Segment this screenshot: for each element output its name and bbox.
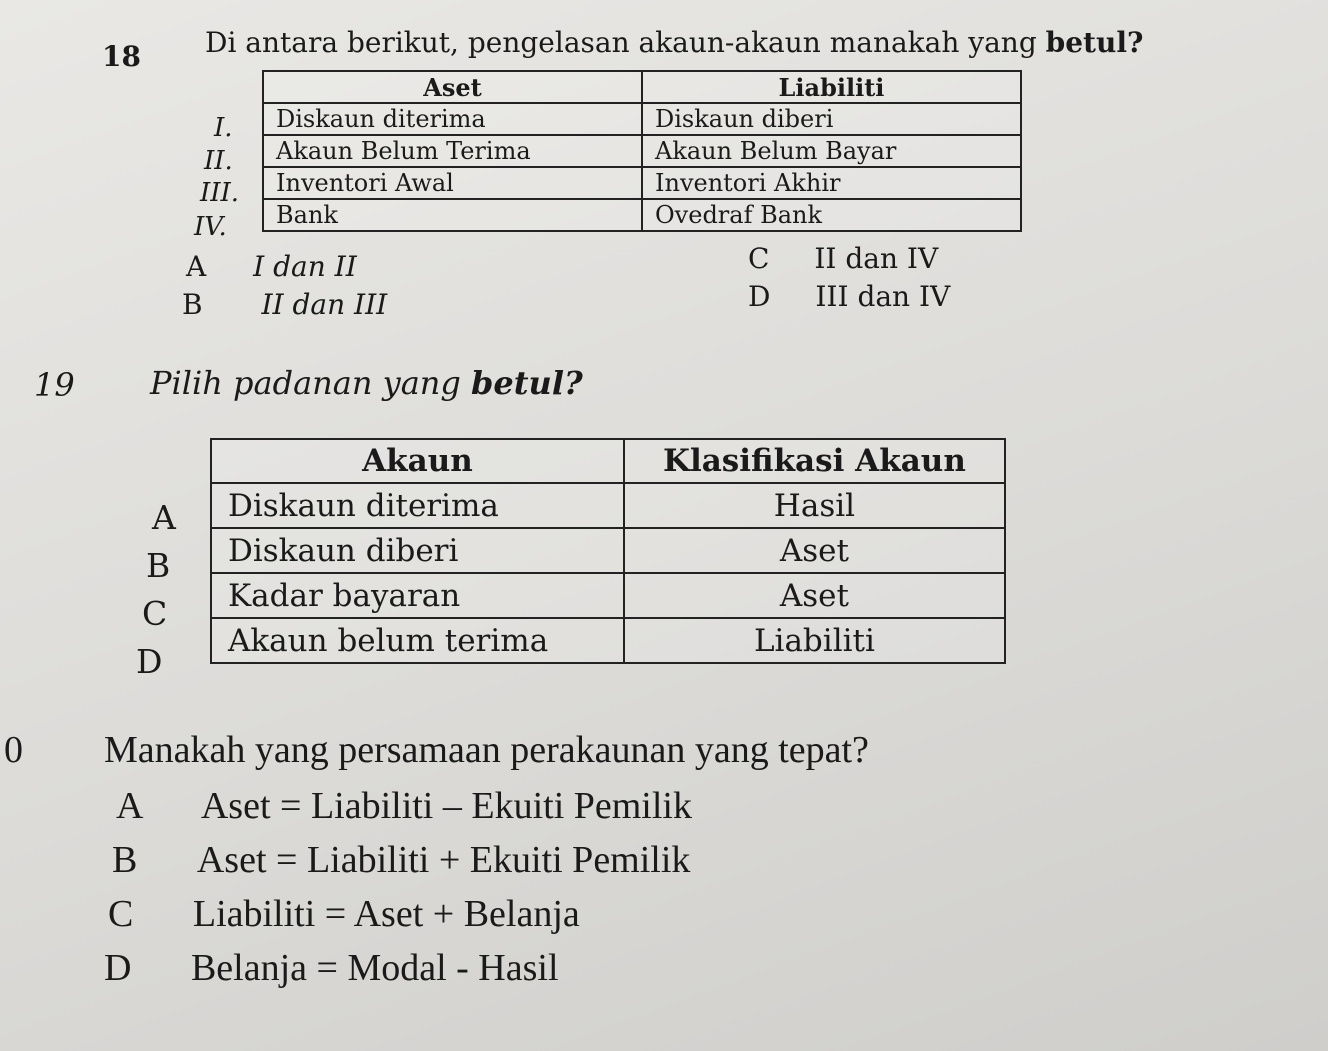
option-text: III dan IV bbox=[815, 280, 951, 313]
table-header-row bbox=[211, 439, 1005, 483]
q19-matching-table bbox=[210, 438, 1006, 664]
q20-option-b[interactable] bbox=[112, 838, 690, 882]
column-header-liabiliti: Liabiliti bbox=[642, 71, 1021, 103]
q18-classification-table bbox=[262, 70, 1022, 232]
q18-option-c[interactable] bbox=[748, 242, 938, 275]
table-cell-liabiliti: Diskaun diberi bbox=[642, 103, 1021, 135]
table-cell-akaun: Kadar bayaran bbox=[211, 573, 624, 618]
q19-option-letter-c[interactable]: C bbox=[142, 594, 168, 633]
table-cell-aset: Diskaun diterima bbox=[263, 103, 642, 135]
table-row bbox=[263, 167, 1021, 199]
table-cell-liabiliti: Ovedraf Bank bbox=[642, 199, 1021, 231]
table-header-row bbox=[263, 71, 1021, 103]
table-cell-akaun: Diskaun diterima bbox=[211, 483, 624, 528]
q19-option-letter-b[interactable]: B bbox=[146, 546, 171, 585]
q18-option-d[interactable] bbox=[748, 280, 950, 313]
option-text: Aset = Liabiliti – Ekuiti Pemilik bbox=[200, 785, 692, 827]
question-20-stem: Manakah yang persamaan perakaunan yang tepat? bbox=[104, 729, 869, 771]
table-cell-klasifikasi: Aset bbox=[624, 573, 1005, 618]
option-letter: B bbox=[112, 839, 138, 881]
q20-option-c[interactable] bbox=[108, 892, 580, 936]
q18-option-b[interactable] bbox=[182, 288, 387, 321]
table-row bbox=[263, 135, 1021, 167]
table-row bbox=[211, 573, 1005, 618]
table-row bbox=[211, 618, 1005, 663]
q18-row-label: I. bbox=[214, 113, 233, 143]
q18-row-label: III. bbox=[200, 178, 240, 208]
question-19-number: 19 bbox=[34, 366, 75, 404]
option-text: II dan IV bbox=[814, 242, 939, 275]
option-text: Liabiliti = Aset + Belanja bbox=[192, 893, 580, 935]
option-letter: C bbox=[108, 893, 134, 935]
table-row bbox=[211, 483, 1005, 528]
option-text: Aset = Liabiliti + Ekuiti Pemilik bbox=[196, 839, 691, 881]
q18-row-label: II. bbox=[204, 146, 233, 176]
option-letter: D bbox=[104, 947, 132, 989]
option-letter: C bbox=[748, 242, 770, 275]
table-cell-klasifikasi: Liabiliti bbox=[624, 618, 1005, 663]
q20-option-d[interactable] bbox=[104, 946, 559, 990]
option-text: I dan II bbox=[253, 250, 357, 283]
table-row bbox=[263, 103, 1021, 135]
table-row bbox=[263, 199, 1021, 231]
question-20-number: 0 bbox=[4, 729, 23, 771]
table-cell-liabiliti: Inventori Akhir bbox=[642, 167, 1021, 199]
question-18-stem-text: Di antara berikut, pengelasan akaun-akaun manakah yang bbox=[205, 26, 1037, 59]
option-letter: D bbox=[748, 280, 771, 313]
question-19-stem-text: Pilih padanan yang bbox=[150, 364, 461, 402]
question-18-stem-emphasis: betul? bbox=[1045, 26, 1144, 59]
option-letter: B bbox=[182, 288, 203, 321]
table-cell-klasifikasi: Aset bbox=[624, 528, 1005, 573]
q18-option-a[interactable] bbox=[186, 250, 357, 283]
question-19-stem-emphasis: betul? bbox=[471, 364, 583, 402]
q19-option-letter-d[interactable]: D bbox=[136, 642, 163, 681]
question-18-number: 18 bbox=[102, 40, 141, 73]
column-header-aset: Aset bbox=[263, 71, 642, 103]
q20-option-a[interactable] bbox=[116, 784, 692, 828]
option-text: II dan III bbox=[261, 288, 388, 321]
table-cell-akaun: Akaun belum terima bbox=[211, 618, 624, 663]
option-text: Belanja = Modal - Hasil bbox=[190, 947, 559, 989]
table-cell-aset: Bank bbox=[263, 199, 642, 231]
table-cell-aset: Inventori Awal bbox=[263, 167, 642, 199]
option-letter: A bbox=[186, 250, 207, 283]
column-header-akaun: Akaun bbox=[211, 439, 624, 483]
q18-row-label: IV. bbox=[194, 212, 227, 242]
question-18-stem bbox=[205, 26, 1143, 59]
table-row bbox=[211, 528, 1005, 573]
column-header-klasifikasi: Klasifikasi Akaun bbox=[624, 439, 1005, 483]
option-letter: A bbox=[116, 785, 142, 827]
q19-option-letter-a[interactable]: A bbox=[152, 498, 176, 537]
table-cell-klasifikasi: Hasil bbox=[624, 483, 1005, 528]
table-cell-akaun: Diskaun diberi bbox=[211, 528, 624, 573]
table-cell-liabiliti: Akaun Belum Bayar bbox=[642, 135, 1021, 167]
table-cell-aset: Akaun Belum Terima bbox=[263, 135, 642, 167]
question-19-stem bbox=[150, 364, 583, 402]
